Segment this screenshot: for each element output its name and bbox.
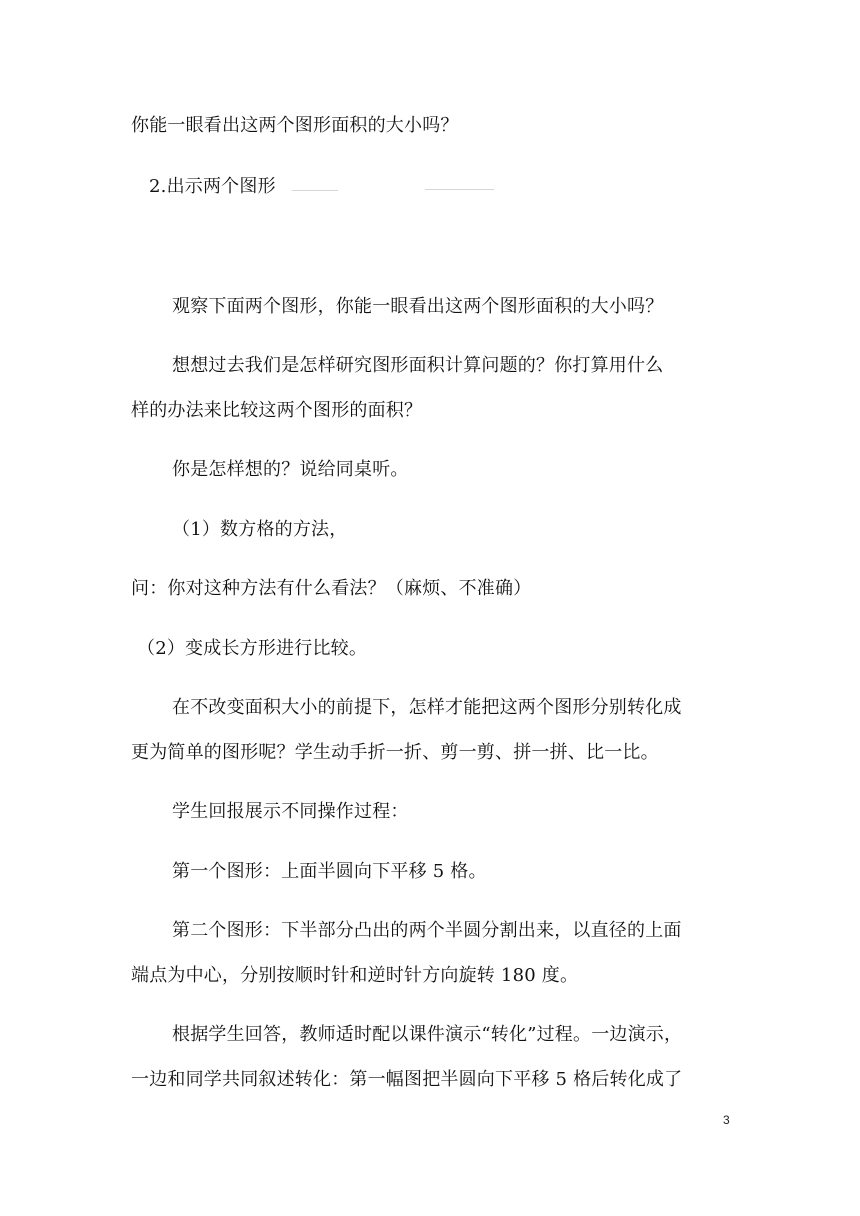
text-line-9: （2）变成长方形进行比较。 bbox=[137, 638, 368, 659]
text-line-15: 端点为中心，分别按顺时针和逆时针方向旋转 180 度。 bbox=[131, 965, 579, 986]
text-line-5: 样的办法来比较这两个图形的面积？ bbox=[131, 400, 423, 421]
text-line-14: 第二个图形：下半部分凸出的两个半圆分割出来，以直径的上面 bbox=[172, 920, 682, 941]
text-line-4: 想想过去我们是怎样研究图形面积计算问题的？你打算用什么 bbox=[172, 355, 664, 376]
text-line-2: 2.出示两个图形 bbox=[149, 176, 276, 197]
figure-placeholder-line-2 bbox=[425, 189, 494, 190]
text-line-11: 更为简单的图形呢？学生动手折一折、剪一剪、拼一拼、比一比。 bbox=[131, 742, 659, 763]
text-line-3: 观察下面两个图形，你能一眼看出这两个图形面积的大小吗？ bbox=[172, 296, 664, 317]
figure-placeholder-line-1 bbox=[292, 190, 338, 191]
text-line-10: 在不改变面积大小的前提下，怎样才能把这两个图形分别转化成 bbox=[172, 697, 682, 718]
page-number: 3 bbox=[723, 1113, 730, 1127]
text-line-6: 你是怎样想的？说给同桌听。 bbox=[172, 459, 409, 480]
text-line-16: 根据学生回答，教师适时配以课件演示“转化”过程。一边演示， bbox=[172, 1024, 683, 1045]
text-line-12: 学生回报展示不同操作过程： bbox=[172, 801, 409, 822]
text-line-17: 一边和同学共同叙述转化：第一幅图把半圆向下平移 5 格后转化成了 bbox=[131, 1069, 683, 1090]
text-line-1: 你能一眼看出这两个图形面积的大小吗？ bbox=[131, 115, 459, 136]
text-line-13: 第一个图形：上面半圆向下平移 5 格。 bbox=[172, 861, 487, 882]
text-line-8: 问：你对这种方法有什么看法？（麻烦、不准确） bbox=[131, 578, 532, 599]
text-line-7: （1）数方格的方法， bbox=[172, 519, 348, 540]
